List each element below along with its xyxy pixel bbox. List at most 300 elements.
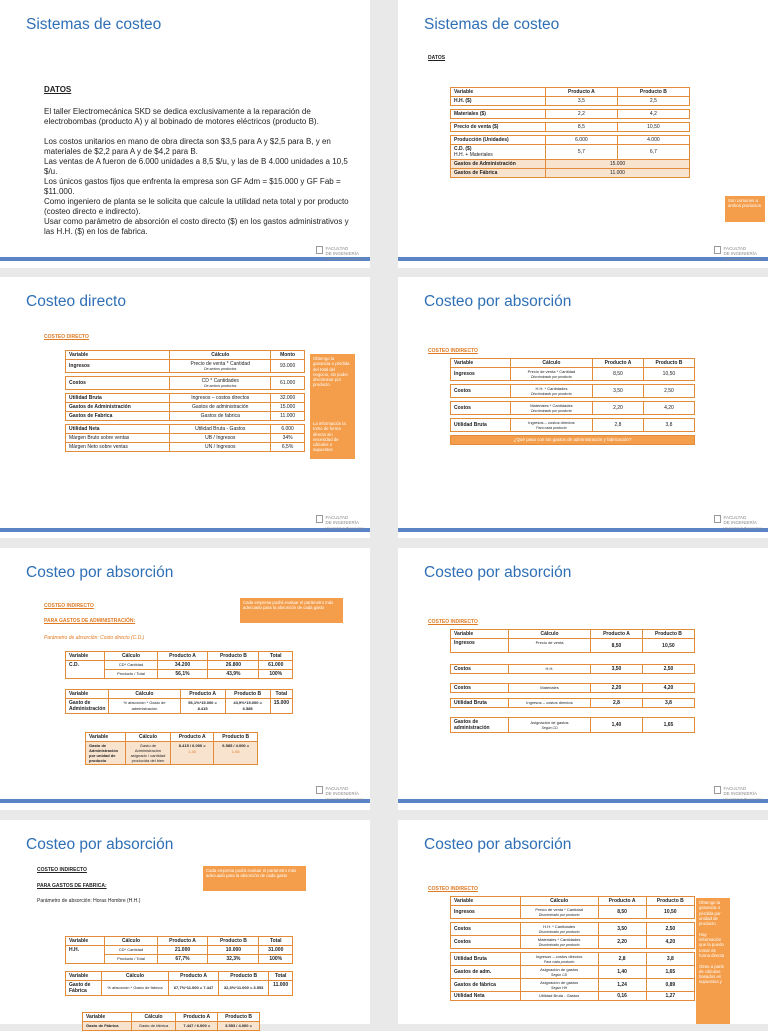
faculty-emblem-icon <box>714 515 721 523</box>
table-cell: Utilidad Bruta <box>451 419 511 432</box>
column-header: Variable <box>66 690 109 699</box>
paragraph: Los únicos gastos fijos que enfrenta la empresa son GF Adm = $15.000 y GF Fab = $11.000. <box>44 177 341 196</box>
column-header: Variable <box>451 359 511 368</box>
text: DE INGENIERÍA <box>723 251 757 256</box>
table-row <box>86 742 258 765</box>
table-cell: 15.000 <box>271 403 305 412</box>
note-box: Son comunes a ambos productos <box>725 196 765 222</box>
table-cell: Costos <box>451 385 511 398</box>
table-cell: 43,9%*15.000 = 6.585 <box>225 699 270 714</box>
column-header: Producto A <box>180 690 225 699</box>
table-cell <box>509 718 591 733</box>
table-cell: Costos <box>66 377 170 390</box>
table-row <box>451 419 695 432</box>
text: DE INGENIERÍA <box>723 520 757 525</box>
column-header: Variable <box>451 630 509 639</box>
text: Asignación de gastos <box>530 720 569 725</box>
table-row <box>451 966 695 979</box>
table-cell: Costos <box>451 936 521 949</box>
parameter-text: Parámetro de absorción: Horas Hombre (H.H.) <box>37 898 141 904</box>
section-heading: COSTEO DIRECTO <box>44 334 89 340</box>
table-cell: H.H. <box>66 946 105 964</box>
table-cell: 3,50 <box>593 385 644 398</box>
table-cell <box>510 368 592 381</box>
column-header: Total <box>259 937 293 946</box>
column-header: Producto B <box>214 733 258 742</box>
paragraph: Usar como parámetro de absorción el costo directo ($) en los gastos administrativos y las H.H. ($) en los de fabrica. <box>44 217 349 236</box>
table-cell: 10.000 <box>208 946 259 955</box>
table-cell: H.H. <box>509 665 591 674</box>
table-cell: 2,2 <box>546 110 618 119</box>
text: 6.585 / 4.000 = <box>222 743 250 748</box>
table-cell: 2,20 <box>598 936 646 949</box>
table-cell: 100% <box>259 670 293 679</box>
table-cell: 2,50 <box>642 665 694 674</box>
table-cell: 4,20 <box>643 402 694 415</box>
table-row <box>66 394 305 403</box>
faculty-emblem-icon <box>316 246 323 254</box>
table-cell: Producto / Total <box>105 670 157 679</box>
table-cell <box>451 674 695 684</box>
table-cell <box>520 923 598 936</box>
column-header: Producto B <box>642 630 694 639</box>
table-cell: 5,7 <box>546 145 618 160</box>
table-cell: 11.000 <box>546 169 690 178</box>
text: Discriminado por producto <box>538 930 580 934</box>
table-cell: 3,8 <box>642 699 694 708</box>
slide-title: Costeo por absorción <box>424 836 572 853</box>
table-cell: Gastos de administración <box>451 718 509 733</box>
table-cell: 3,50 <box>591 665 643 674</box>
text: H.H. + Materiales <box>454 152 493 158</box>
faculty-emblem-icon <box>714 246 721 254</box>
table-cell: UN / Ingresos <box>170 443 271 452</box>
table-cell <box>171 742 214 765</box>
table-cell: 0,16 <box>598 992 646 1001</box>
table-cell <box>510 419 592 432</box>
column-header: Producto A <box>546 88 618 97</box>
table-cell: 4.000 <box>617 136 689 145</box>
unit-table <box>82 1012 260 1031</box>
text: Universidad de Buenos Aires <box>723 257 762 261</box>
table-cell: Materiales <box>509 684 591 693</box>
table-row <box>66 434 305 443</box>
table-cell <box>520 966 598 979</box>
data-table <box>65 350 305 452</box>
column-header: Cálculo <box>102 972 169 981</box>
slide-2 <box>398 0 768 268</box>
section-heading: COSTEO INDIRECTO <box>428 619 478 625</box>
column-header: Variable <box>451 897 521 906</box>
section-heading: COSTEO INDIRECTO <box>428 886 478 892</box>
table-cell: 8,50 <box>591 639 643 653</box>
table-cell: Gastos de Administración <box>451 160 546 169</box>
table-row <box>451 665 695 674</box>
faculty-logo <box>316 246 364 262</box>
column-header: Cálculo <box>109 690 180 699</box>
table-cell: 3,5 <box>546 97 618 106</box>
text: De ambos productos <box>204 367 237 371</box>
table-cell: Utilidad Neta <box>66 425 170 434</box>
table-row <box>66 360 305 373</box>
column-header: Variable <box>451 88 546 97</box>
slide-title: Costeo por absorción <box>26 836 174 853</box>
table-row <box>451 169 690 178</box>
table-cell <box>520 953 598 966</box>
table-row <box>451 97 690 106</box>
table-cell: 61.000 <box>271 377 305 390</box>
table-cell: 2,20 <box>591 684 643 693</box>
table-cell: 34.200 <box>157 661 208 670</box>
table-cell <box>520 906 598 919</box>
table-row <box>66 981 293 996</box>
table-row <box>66 443 305 452</box>
slide-body <box>44 85 354 237</box>
footer-bar <box>0 528 370 532</box>
table-row <box>66 412 305 421</box>
column-header: Producto A <box>598 897 646 906</box>
table-cell: CD* Cantidad <box>105 946 157 955</box>
slide-title: Sistemas de costeo <box>26 16 162 33</box>
table-cell: 8,50 <box>598 906 646 919</box>
section-heading: COSTEO INDIRECTO <box>37 867 87 873</box>
table-cell: 11.000 <box>271 412 305 421</box>
table-cell: Gastos de administración <box>170 403 271 412</box>
table-cell: Producto / Total <box>105 955 157 964</box>
table-cell: 31.000 <box>259 946 293 955</box>
table-cell: 10,50 <box>646 906 694 919</box>
table-cell: 2,50 <box>646 923 694 936</box>
text: Asignación de gastos <box>540 980 579 985</box>
column-header: Variable <box>86 733 126 742</box>
table-cell: Gasto de Fábrica <box>83 1022 132 1031</box>
note-box: Cada empresa podrá evaluar el parámetro más adecuado para la absorción de cada gasto <box>240 598 343 623</box>
table-cell: Gastos de Fábrica <box>451 169 546 178</box>
table-cell: 6.000 <box>546 136 618 145</box>
note-box: La información la tomo de forma directa sin necesidad de cálculos o supuestos <box>310 415 355 459</box>
parameter-text: Parámetro de absorción: Costo directo (C.D.) <box>44 635 145 641</box>
table-cell: 11.000 <box>269 981 293 996</box>
table-cell: Ingresos <box>66 360 170 373</box>
table-cell: 67,7% <box>157 955 208 964</box>
table-cell: 56,1% <box>157 670 208 679</box>
column-header: Total <box>259 652 293 661</box>
footer-bar <box>0 799 370 803</box>
table-cell: 2,5 <box>617 97 689 106</box>
column-header: Cálculo <box>520 897 598 906</box>
text: FACULTAD <box>723 246 747 251</box>
table-cell: Gasto de Administración asignado / cantidad producida del bien <box>126 742 171 765</box>
table-cell: Ingresos <box>451 906 521 919</box>
slide-5 <box>0 548 370 810</box>
column-header: Producto B <box>219 972 269 981</box>
note-box: Obtengo la ganancia o pérdida del total del negocio, sin poder discriminar por producto <box>310 354 355 415</box>
section-heading: COSTEO INDIRECTO <box>428 348 478 354</box>
table-cell: 1,65 <box>642 718 694 733</box>
table-cell: Gasto de fábrica <box>131 1022 176 1031</box>
text: FACULTAD <box>325 515 349 520</box>
text: Universidad de Buenos Aires <box>325 797 364 801</box>
table-cell: 1,65 <box>646 966 694 979</box>
table-cell: 15.000 <box>546 160 690 169</box>
table-cell: 43,9% <box>208 670 259 679</box>
slide-7 <box>0 820 370 1028</box>
table-cell: Gastos de fabrica <box>170 412 271 421</box>
table-cell: Costos <box>451 923 521 936</box>
column-header: Producto A <box>171 733 214 742</box>
table-cell: 2,50 <box>643 385 694 398</box>
text: FACULTAD <box>325 786 349 791</box>
hh-table <box>65 936 293 964</box>
slide-3 <box>0 277 370 538</box>
table-row <box>66 425 305 434</box>
table-cell: 67,7%*11.000 = 7.447 <box>169 981 219 996</box>
text: DE INGENIERÍA <box>325 520 359 525</box>
column-header: Variable <box>66 972 102 981</box>
table-cell: Ingresos <box>451 368 511 381</box>
table-cell: Costos <box>451 402 511 415</box>
data-table <box>450 358 695 445</box>
subsection-heading: PARA GASTOS DE FABRICA: <box>37 883 107 889</box>
table-row <box>451 385 695 398</box>
faculty-logo <box>714 515 762 531</box>
table-cell: 4,20 <box>642 684 694 693</box>
logo-line: FACULTAD <box>325 246 349 251</box>
table-row <box>451 123 690 132</box>
table-cell: Utilidad Bruta <box>451 699 509 708</box>
slide-title: Costeo por absorción <box>424 293 572 310</box>
slide-title: Sistemas de costeo <box>424 16 560 33</box>
table-cell: C.D. <box>66 661 105 679</box>
text: Materiales * Cantidades <box>530 403 573 408</box>
column-header: Producto A <box>176 1013 218 1022</box>
table-cell: Márgen Bruto sobre ventas <box>66 434 170 443</box>
table-row <box>451 718 695 733</box>
question-banner <box>451 436 695 445</box>
table-cell: 1,27 <box>646 992 694 1001</box>
text: H.H. * Cantidades <box>535 386 568 391</box>
table-cell <box>510 402 592 415</box>
table-cell: 3,50 <box>598 923 646 936</box>
column-header: Variable <box>66 351 170 360</box>
table-row <box>451 110 690 119</box>
table-cell: Precio de venta <box>509 639 591 653</box>
column-header: Variable <box>66 937 105 946</box>
faculty-emblem-icon <box>316 515 323 523</box>
note-box: Cada empresa podrá evaluar el parámetro más adecuado para la absorción de cada gasto <box>203 866 306 891</box>
data-table <box>450 896 695 1001</box>
text: Precio de venta * Cantidad <box>527 369 576 374</box>
column-header: Cálculo <box>105 937 157 946</box>
table-cell: 8,50 <box>593 368 644 381</box>
table-cell: 4,20 <box>646 936 694 949</box>
paragraph: El taller Electromecánica SKD se dedica exclusivamente a la reparación de electrobombas (producto A) y al bobinado de motores eléctricos (producto B). <box>44 107 319 126</box>
slide-8 <box>398 820 768 1024</box>
column-header: Monto <box>271 351 305 360</box>
table-cell: CD* Cantidad <box>105 661 157 670</box>
table-cell: 4,2 <box>617 110 689 119</box>
column-header: Producto B <box>646 897 694 906</box>
table-row <box>451 684 695 693</box>
table-cell: 93.000 <box>271 360 305 373</box>
footer-bar <box>398 799 768 803</box>
slide-6 <box>398 548 768 810</box>
table-cell: Gasto de Fábrica <box>66 981 102 996</box>
table-cell: 10,50 <box>642 639 694 653</box>
note-text: Hay información que la puedo tomar de forma directa <box>699 931 725 958</box>
table-cell: Gastos de fábrica <box>451 979 521 992</box>
table-row <box>451 992 695 1001</box>
table-cell: H.H. ($) <box>451 97 546 106</box>
column-header: Producto B <box>225 690 270 699</box>
text: Universidad de Buenos Aires <box>723 797 762 801</box>
table-cell <box>451 653 695 665</box>
table-cell: Materiales ($) <box>451 110 546 119</box>
table-cell: 2,20 <box>593 402 644 415</box>
faculty-emblem-icon <box>714 786 721 794</box>
table-cell: Ingresos – costos directos <box>509 699 591 708</box>
table-cell: Gasto de Administración por unidad de producto <box>86 742 126 765</box>
text: Ingresos – costos directos <box>535 954 583 959</box>
paragraph: Las ventas de A fueron de 6.000 unidades a 8,5 $/u, y las de B 4.000 unidades a 10,5 $/u. <box>44 157 348 176</box>
table-cell: 1,40 <box>591 718 643 733</box>
text: Según HH <box>551 986 568 990</box>
table-cell: ¿Qué pasa con los gastos de administración y fabricación? <box>451 436 695 445</box>
table-cell: 6,5% <box>271 443 305 452</box>
table-row <box>451 936 695 949</box>
table-cell: 26.800 <box>208 661 259 670</box>
footer-bar <box>398 528 768 532</box>
table-cell: 32,3% <box>208 955 259 964</box>
table-row <box>451 906 695 919</box>
faculty-emblem-icon <box>316 786 323 794</box>
table-cell: 34% <box>271 434 305 443</box>
text: Para cada producto <box>543 960 575 964</box>
paragraph: Como ingeniero de planta se le solicita que calcule la utilidad neta total y por producto (costeo directo e indirecto). <box>44 197 349 216</box>
table-cell: Producción (Unidades) <box>451 136 546 145</box>
table-cell: Utilidad Bruta <box>451 953 521 966</box>
text: Según CD <box>551 973 568 977</box>
table-cell: UB / Ingresos <box>170 434 271 443</box>
table-cell: 0,89 <box>646 979 694 992</box>
text: Universidad de Buenos Aires <box>723 526 762 530</box>
section-heading: DATOS <box>44 85 72 94</box>
column-header: Cálculo <box>509 630 591 639</box>
text: Precio de venta * Cantidad <box>535 907 583 912</box>
slide-title: Costeo por absorción <box>424 564 572 581</box>
faculty-logo <box>316 515 364 531</box>
table-cell: Utilidad Bruta <box>66 394 170 403</box>
absorption-table <box>65 689 293 714</box>
note-text: Obtengo la ganancia o pérdida por unidad de producto <box>699 900 721 927</box>
table-cell: Ingresos – costos directos <box>170 394 271 403</box>
table-cell: Utilidad Bruta - Gastos <box>520 992 598 1001</box>
table-row <box>66 661 293 670</box>
text: Discriminado por producto <box>531 392 572 396</box>
absorption-table <box>65 971 293 996</box>
text: Discriminado por producto <box>538 943 580 947</box>
table-row <box>66 946 293 955</box>
table-cell: 7.447 / 6.000 = <box>176 1022 218 1031</box>
text: Según CD <box>541 726 558 730</box>
logo-line: Universidad de Buenos Aires <box>325 257 364 261</box>
data-table <box>450 87 690 178</box>
column-header: Producto B <box>617 88 689 97</box>
table-row <box>451 979 695 992</box>
column-header: Cálculo <box>105 652 157 661</box>
table-row <box>83 1022 260 1031</box>
text: 1,65 <box>231 749 240 754</box>
table-cell: Márgen Neto sobre ventas <box>66 443 170 452</box>
column-header: Producto B <box>643 359 694 368</box>
table-row <box>66 377 305 390</box>
data-table <box>450 629 695 733</box>
text: H.H. * Cantidades <box>543 924 576 929</box>
table-cell: Costos <box>451 684 509 693</box>
column-header: Producto A <box>169 972 219 981</box>
column-header: Variable <box>66 652 105 661</box>
column-header: Producto A <box>157 652 208 661</box>
slide-1 <box>0 0 370 268</box>
table-cell: 3.553 / 4.000 = <box>218 1022 260 1031</box>
note-box <box>696 898 730 1024</box>
column-header: Producto B <box>218 1013 260 1022</box>
column-header: Cálculo <box>170 351 271 360</box>
text: FACULTAD <box>723 786 747 791</box>
table-cell: 32,3%*11.000 = 3.553 <box>219 981 269 996</box>
column-header: Producto A <box>157 937 208 946</box>
text: Asignación de gastos <box>540 967 579 972</box>
table-cell: 2,8 <box>593 419 644 432</box>
faculty-logo <box>714 246 762 262</box>
table-cell: Gastos de Fabrica <box>66 412 170 421</box>
table-cell: Ingresos <box>451 639 509 653</box>
text: 8.415 / 6.000 = <box>178 743 206 748</box>
subsection-heading: PARA GASTOS DE ADMINISTRACIÓN: <box>44 618 136 624</box>
text: CD * Cantidades <box>201 378 239 384</box>
column-header: Producto B <box>208 937 259 946</box>
text: Ingresos – costos directos <box>528 420 575 425</box>
slide-4 <box>398 277 768 538</box>
column-header: Cálculo <box>126 733 171 742</box>
table-row <box>66 699 293 714</box>
column-header: Cálculo <box>131 1013 176 1022</box>
text: Discriminado por producto <box>531 409 572 413</box>
table-cell: 3,8 <box>643 419 694 432</box>
table-cell: 56,1%*15.000 = 8.415 <box>180 699 225 714</box>
text: Materiales * Cantidades <box>537 937 581 942</box>
table-cell: 1,40 <box>598 966 646 979</box>
table-cell: 3,8 <box>646 953 694 966</box>
logo-line: DE INGENIERÍA <box>325 251 359 256</box>
table-cell <box>451 708 695 718</box>
unit-table <box>85 732 258 765</box>
column-header: Producto B <box>208 652 259 661</box>
table-cell: % absorción * Gasto de fábrica <box>102 981 169 996</box>
table-cell: % absorción * Gasto de administración <box>109 699 180 714</box>
column-header: Producto A <box>591 630 643 639</box>
footer-bar <box>398 257 768 261</box>
table-cell <box>214 742 258 765</box>
column-header: Total <box>269 972 293 981</box>
table-cell: 10,50 <box>643 368 694 381</box>
table-cell: 6.000 <box>271 425 305 434</box>
text: Universidad de Buenos Aires <box>325 526 364 530</box>
table-cell: 21.000 <box>157 946 208 955</box>
table-row <box>451 402 695 415</box>
table-cell: 2,8 <box>598 953 646 966</box>
column-header: Cálculo <box>510 359 592 368</box>
